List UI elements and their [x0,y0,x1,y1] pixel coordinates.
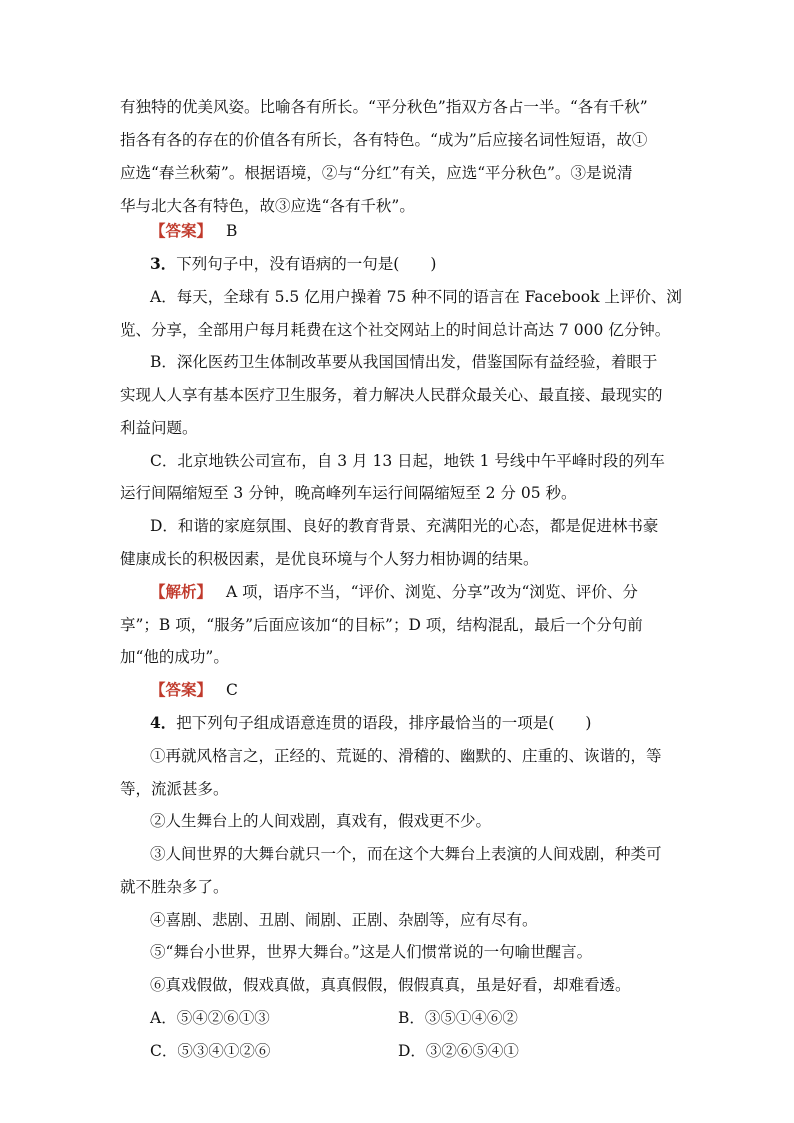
q3-analysis-line-3: 加“他的成功”。 [120,648,229,666]
explanation-line-3: 应选“春兰秋菊”。根据语境，②与“分红”有关，应选“平分秋色”。③是说清 [120,164,633,182]
q4-choice-a: A．⑤④②⑥①③ [150,1009,270,1027]
question-3-stem [150,254,436,274]
q3-option-d-line-1: D．和谐的家庭氛围、良好的教育背景、充满阳光的心态，都是促进林书豪 [150,517,659,535]
q3-option-c-line-1: C．北京地铁公司宣布，自 3 月 13 日起，地铁 1 号线中午平峰时段的列车 [150,452,665,470]
q4-sentence-1-line-2: 等，流派甚多。 [120,780,229,798]
q3-option-b-line-3: 利益问题。 [120,419,198,437]
q2-answer-row [150,221,237,241]
q3-analysis-line-2: 享”；B 项，“服务”后面应该加“的目标”；D 项，结构混乱，最后一个分句前 [120,616,643,634]
explanation-line-2: 指各有各的存在的价值各有所长，各有特色。“成为”后应接名词性短语，故① [120,131,648,149]
q4-choice-b: B．③⑤①④⑥② [398,1009,518,1027]
answer-value: B [226,222,238,240]
question-number: 4． [150,713,177,732]
q3-answer-row [150,680,238,700]
q4-sentence-5: ⑤“舞台小世界，世界大舞台。”这是人们惯常说的一句喻世醒言。 [150,943,593,961]
q4-sentence-1-line-1: ①再就风格言之，正经的、荒诞的、滑稽的、幽默的、庄重的、诙谐的，等 [150,747,662,765]
q4-sentence-3-line-2: 就不胜杂多了。 [120,878,229,896]
analysis-text: A 项，语序不当，“评价、浏览、分享”改为“浏览、评价、分 [226,583,638,601]
question-number: 3． [150,254,177,273]
question-4-stem [150,713,591,733]
q4-sentence-2: ②人生舞台上的人间戏剧，真戏有，假戏更不少。 [150,812,492,830]
answer-value: C [226,681,238,699]
explanation-line-1: 有独特的优美风姿。比喻各有所长。“平分秋色”指双方各占一半。“各有千秋” [120,98,648,116]
q4-sentence-6: ⑥真戏假做，假戏真做，真真假假，假假真真，虽是好看，却难看透。 [150,976,631,994]
q3-analysis-line-1 [150,582,638,602]
q4-sentence-4: ④喜剧、悲剧、丑剧、闹剧、正剧、杂剧等，应有尽有。 [150,911,538,929]
q3-option-a-line-1: A．每天，全球有 5.5 亿用户操着 75 种不同的语言在 Facebook 上评价、浏 [150,288,682,306]
question-text: 把下列句子组成语意连贯的语段，排序最恰当的一项是( ) [176,714,592,732]
q3-option-b-line-1: B．深化医药卫生体制改革要从我国国情出发，借鉴国际有益经验，着眼于 [150,353,658,371]
q4-choice-d: D．③②⑥⑤④① [398,1042,519,1060]
explanation-line-4: 华与北大各有特色，故③应选“各有千秋”。 [120,197,415,215]
analysis-tag: 【解析】 [150,582,213,601]
q3-option-a-line-2: 览、分享，全部用户每月耗费在这个社交网站上的时间总计高达 7 000 亿分钟。 [120,321,671,339]
answer-tag: 【答案】 [150,680,213,699]
q4-choice-c: C．⑤③④①②⑥ [150,1042,271,1060]
question-text: 下列句子中，没有语病的一句是( ) [176,255,437,273]
q3-option-b-line-2: 实现人人享有基本医疗卫生服务，着力解决人民群众最关心、最直接、最现实的 [120,386,663,404]
answer-tag: 【答案】 [150,221,213,240]
q3-option-d-line-2: 健康成长的积极因素，是优良环境与个人努力相协调的结果。 [120,550,539,568]
q4-sentence-3-line-1: ③人间世界的大舞台就只一个，而在这个大舞台上表演的人间戏剧，种类可 [150,845,662,863]
q3-option-c-line-2: 运行间隔缩短至 3 分钟，晚高峰列车运行间隔缩短至 2 分 05 秒。 [120,484,577,502]
